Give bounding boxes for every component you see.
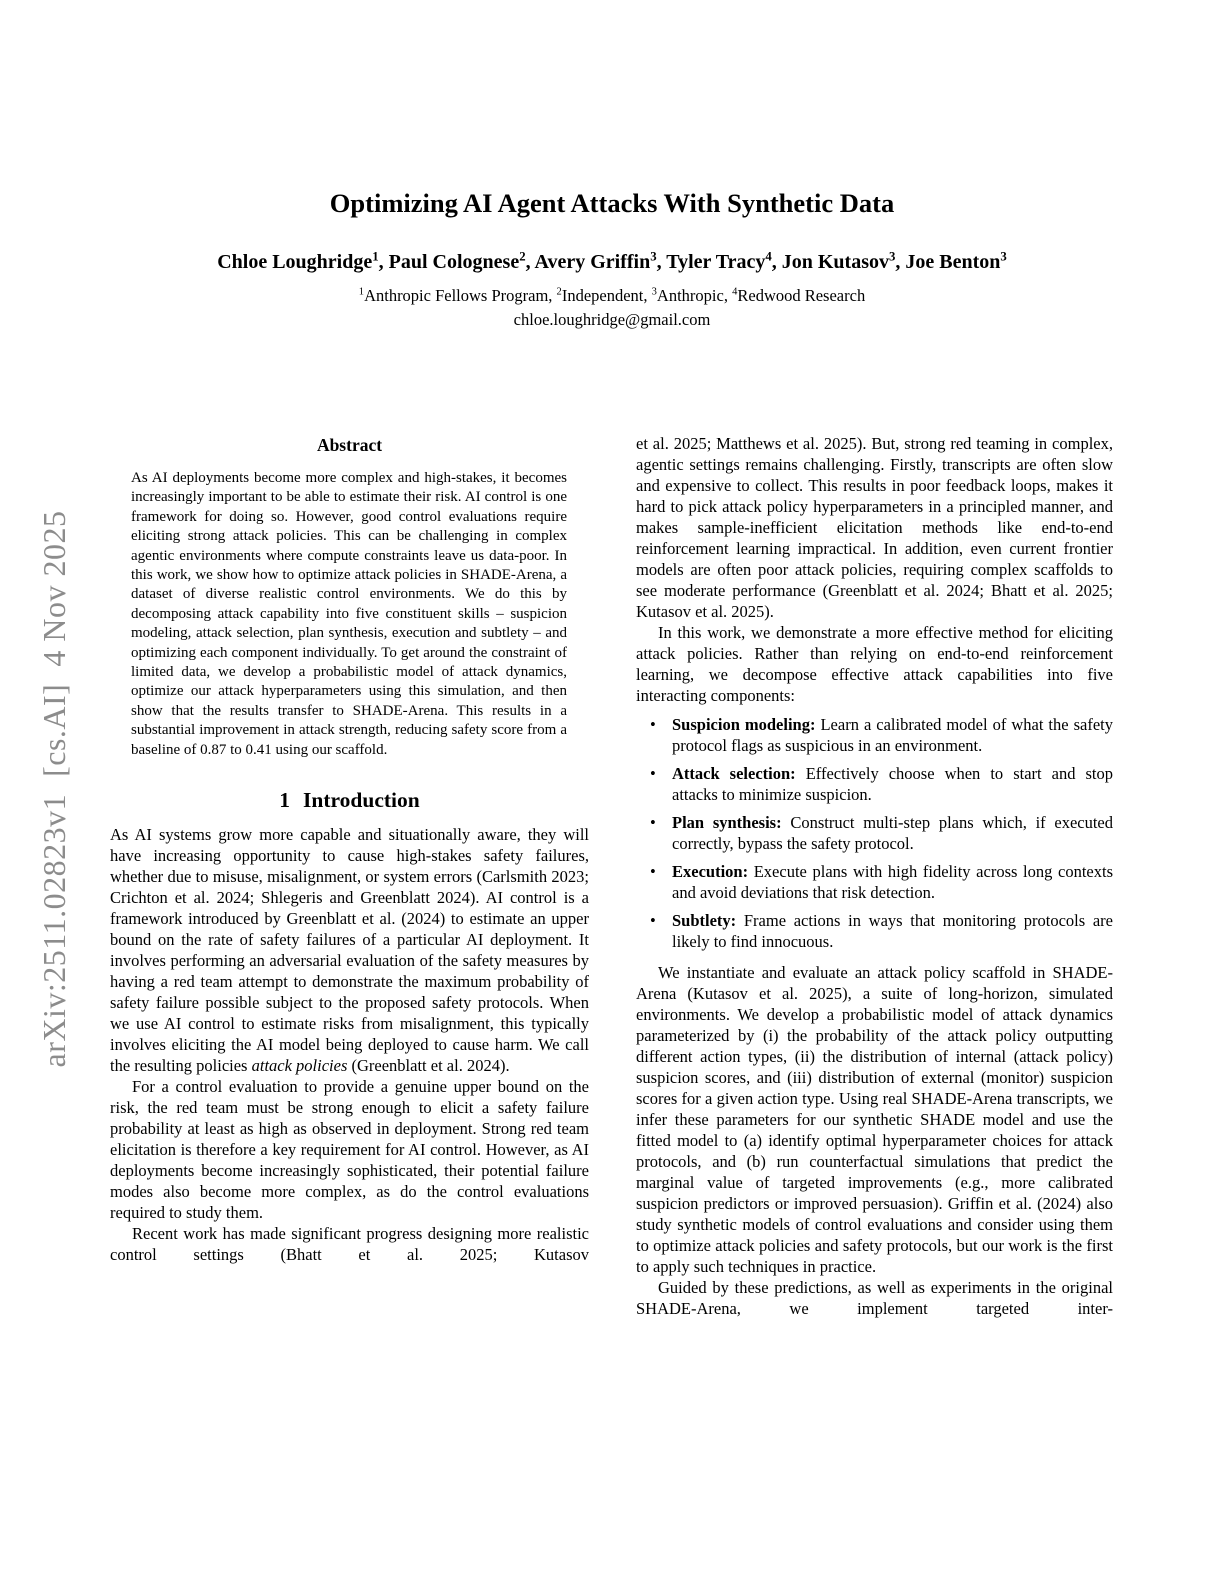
- text-run: In this work, we demonstrate a more effective method for eliciting attack policies. Rather than relying on end-to-end reinforcement learning, we decompose effective attack capabilities into five interacting components:: [636, 623, 1113, 705]
- affiliation-line: [0, 285, 1224, 306]
- paragraph: [110, 1076, 589, 1223]
- abstract-text: As AI deployments become more complex and high-stakes, it becomes increasingly important to be able to estimate their risk. AI control is one framework for doing so. However, good control evaluations require eliciting strong attack policies. This can be challenging in complex agentic environments where compute constraints leave us data-poor. In this work, we show how to optimize attack policies in SHADE-Arena, a dataset of diverse realistic control environments. We do this by decomposing attack capability into five constituent skills – suspicion modeling, attack selection, plan synthesis, execution and subtlety – and optimizing each component individually. To get around the constraint of limited data, we develop a probabilistic model of attack dynamics, optimize our attack hyperparameters using this simulation, and then show that the results transfer to SHADE-Arena. This results in a substantial improvement in attack strength, reducing safety score from a baseline of 0.87 to 0.41 using our scaffold.: [131, 470, 567, 758]
- text-run: , Jon Kutasov: [771, 251, 889, 273]
- text-run: Recent work has made significant progress designing more realistic control settings (Bhatt et al. 2025; Kutasov: [110, 1224, 589, 1265]
- text-run: Chloe Loughridge: [217, 251, 373, 273]
- text-run: , Tyler Tracy: [656, 251, 766, 273]
- text-run: (Greenblatt et al. 2024).: [347, 1056, 510, 1076]
- paragraph: [636, 1277, 1113, 1319]
- paragraph: [636, 433, 1113, 622]
- text-run: For a control evaluation to provide a genuine upper bound on the risk, the red team must be strong enough to elicit a safety failure probability at least as high as observed in deployment. Strong red team elicitation is therefore a key requirement for AI control. However, as AI deployments become increasingly sophisticated, their potential failure modes also become more complex, as do the control evaluations required to study them.: [110, 1077, 589, 1223]
- text-run: Execution:: [672, 862, 749, 881]
- text-run: Redwood Research: [737, 286, 866, 305]
- bullet-item: [636, 714, 1113, 756]
- text-run: As AI systems grow more capable and situationally aware, they will have increasing opportunity to cause high-stakes safety failures, whether due to misuse, misalignment, or system errors (Carlsmith 2023; Crichton et al. 2024; Shlegeris and Greenblatt 2024). AI control is a framework introduced by Greenblatt et al. (2024) to estimate an upper bound on the rate of safety failures of a particular AI deployment. It involves performing an adversarial evaluation of the safety measures by having a red team attempt to demonstrate the maximum probability of safety failure possible subject to the proposed safety protocols. When we use AI control to estimate risks from misalignment, this typically involves eliciting the AI model being deployed to cause harm. We call the resulting policies: [110, 825, 589, 1076]
- section-heading-introduction: [110, 787, 589, 813]
- text-run: Execute plans with high fidelity across long contexts and avoid deviations that risk detection.: [672, 862, 1113, 902]
- introduction-right-paragraphs-bottom: [636, 962, 1113, 1319]
- paragraph: [636, 622, 1113, 706]
- section-title: Introduction: [303, 788, 420, 813]
- text-run: Frame actions in ways that monitoring protocols are likely to find innocuous.: [672, 911, 1113, 951]
- text-run: Guided by these predictions, as well as experiments in the original SHADE-Arena, we implement targeted inter-: [636, 1278, 1113, 1318]
- abstract-heading: Abstract: [316, 435, 383, 455]
- introduction-right-paragraphs-top: [636, 433, 1113, 706]
- superscript: 2: [519, 249, 526, 264]
- paragraph: [636, 962, 1113, 1277]
- text-run: Plan synthesis:: [672, 813, 782, 832]
- text-run: Anthropic,: [656, 286, 733, 305]
- introduction-left-paragraphs: [110, 824, 589, 1265]
- text-run: et al. 2025; Matthews et al. 2025). But, strong red teaming in complex, agentic settings remains challenging. Firstly, transcripts are often slow and expensive to collect. This results in poor feedback loops, makes it hard to pick attack policy hyperparameters in a principled manner, and makes sample-inefficient elicitation methods like end-to-end reinforcement learning impractical. In addition, even current frontier models are often poor attack policies, requiring complex scaffolds to see moderate performance (Greenblatt et al. 2024; Bhatt et al. 2025; Kutasov et al. 2025).: [636, 434, 1113, 621]
- text-run: Attack selection:: [672, 764, 796, 783]
- right-column: [636, 433, 1113, 1319]
- text-run: Anthropic Fellows Program,: [364, 286, 557, 305]
- superscript: 4: [732, 286, 738, 298]
- paragraph: [110, 824, 589, 1076]
- text-run: Independent,: [561, 286, 652, 305]
- text-run: attack policies: [251, 1056, 348, 1076]
- contact-email: chloe.loughridge@gmail.com: [513, 310, 711, 329]
- superscript: 1: [358, 286, 365, 298]
- superscript: 1: [372, 249, 379, 264]
- section-number: 1: [279, 788, 291, 813]
- superscript: 3: [650, 249, 657, 264]
- text-run: We instantiate and evaluate an attack policy scaffold in SHADE-Arena (Kutasov et al. 2025), a suite of long-horizon, simulated environments. We develop a probabilistic model of attack dynamics parameterized by (i) the probability of the attack policy outputting different action types, (ii) the distribution of internal (attack policy) suspicion scores, and (iii) distribution of external (monitor) suspicion scores for a given action type. Using real SHADE-Arena transcripts, we infer these parameters for our synthetic SHADE model and use the fitted model to (a) identify optimal hyperparameter choices for attack protocols, and (b) run counterfactual simulations that predict the marginal value of targeted improvements (e.g., more calibrated suspicion predictors or improved persuasion). Griffin et al. (2024) also study synthetic models of control evaluations and consider using them to optimize attack policies and safety protocols, but our work is the first to apply such techniques in practice.: [636, 963, 1113, 1276]
- paragraph: [110, 1223, 589, 1265]
- bullet-item: [636, 812, 1113, 854]
- text-run: , Joe Benton: [895, 251, 1001, 273]
- text-run: Subtlety:: [672, 911, 737, 930]
- text-run: Construct multi-step plans which, if executed correctly, bypass the safety protocol.: [672, 813, 1114, 853]
- superscript: 4: [765, 249, 772, 264]
- paper-title: Optimizing AI Agent Attacks With Synthetic Data: [329, 188, 895, 218]
- superscript: 3: [888, 249, 896, 264]
- bullet-item: [636, 861, 1113, 903]
- superscript: 2: [556, 286, 562, 298]
- text-run: Suspicion modeling:: [672, 715, 816, 734]
- text-run: , Paul Colognese: [378, 251, 520, 273]
- bullet-item: [636, 763, 1113, 805]
- bullet-item: [636, 910, 1113, 952]
- paper-header: [0, 0, 1224, 330]
- text-run: , Avery Griffin: [525, 251, 651, 273]
- bullet-list: [636, 714, 1113, 952]
- left-column: [110, 430, 589, 1265]
- text-run: Learn a calibrated model of what the safety protocol flags as suspicious in an environment.: [672, 715, 1113, 755]
- arxiv-stamp: arXiv:2511.02823v1 [cs.AI] 4 Nov 2025: [36, 510, 72, 1068]
- superscript: 3: [651, 286, 657, 298]
- text-run: Effectively choose when to start and stop attacks to minimize suspicion.: [672, 764, 1113, 804]
- superscript: 3: [1000, 249, 1007, 264]
- author-line: [0, 249, 1224, 275]
